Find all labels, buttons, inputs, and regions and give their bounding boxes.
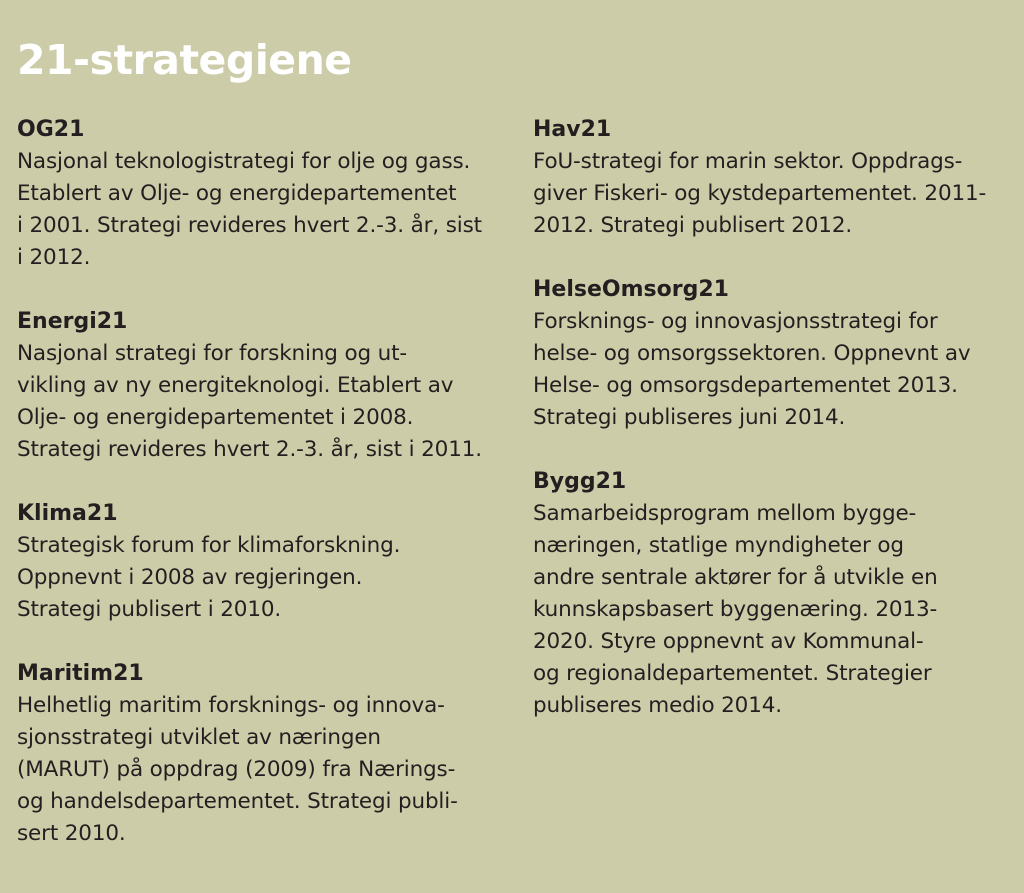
entry-helseomsorg21 (533, 274, 1013, 434)
text-line: publiseres medio 2014. (533, 693, 782, 718)
entry-description (17, 146, 507, 274)
page-title: 21-strategiene (17, 36, 352, 84)
text-line: sjonsstrategi utviklet av næringen (17, 725, 381, 750)
text-line: Strategi publiseres juni 2014. (533, 405, 846, 430)
text-line: (MARUT) på oppdrag (2009) fra Nærings- (17, 757, 456, 782)
entry-name: HelseOmsorg21 (533, 277, 729, 302)
entry-description (533, 498, 1013, 722)
entry-bygg21 (533, 466, 1013, 722)
text-line: 2020. Styre oppnevnt av Kommunal- (533, 629, 924, 654)
text-line: 2012. Strategi publisert 2012. (533, 213, 853, 238)
text-line: og regionaldepartementet. Strategier (533, 661, 932, 686)
entry-energi21 (17, 306, 507, 466)
entry-name: Klima21 (17, 501, 118, 526)
right-column (533, 114, 1013, 722)
text-line: vikling av ny energiteknologi. Etablert av (17, 373, 454, 398)
entry-klima21 (17, 498, 507, 626)
text-line: Oppnevnt i 2008 av regjeringen. (17, 565, 363, 590)
entry-og21 (17, 114, 507, 274)
entry-description (17, 530, 507, 626)
entry-description (533, 306, 1013, 434)
text-line: næringen, statlige myndigheter og (533, 533, 904, 558)
text-line: andre sentrale aktører for å utvikle en (533, 565, 938, 590)
text-line: sert 2010. (17, 821, 126, 846)
text-line: Etablert av Olje- og energidepartementet (17, 181, 457, 206)
left-column (17, 114, 507, 850)
entry-description (17, 690, 507, 850)
text-line: Samarbeidsprogram mellom bygge- (533, 501, 917, 526)
text-line: FoU-strategi for marin sektor. Oppdrags- (533, 149, 963, 174)
text-line: Olje- og energidepartementet i 2008. (17, 405, 414, 430)
entry-hav21 (533, 114, 1013, 242)
text-line: Helse- og omsorgsdepartementet 2013. (533, 373, 958, 398)
text-line: giver Fiskeri- og kystdepartementet. 2011- (533, 181, 987, 206)
entry-name: Maritim21 (17, 661, 144, 686)
text-line: helse- og omsorgssektoren. Oppnevnt av (533, 341, 971, 366)
text-line: Nasjonal teknologistrategi for olje og gass. (17, 149, 471, 174)
entry-name: OG21 (17, 117, 85, 142)
text-line: Strategisk forum for klimaforskning. (17, 533, 401, 558)
entry-description (533, 146, 1013, 242)
entry-name: Bygg21 (533, 469, 627, 494)
text-line: Nasjonal strategi for forskning og ut- (17, 341, 408, 366)
entry-name: Energi21 (17, 309, 128, 334)
text-line: Helhetlig maritim forsknings- og innova- (17, 693, 445, 718)
text-line: i 2001. Strategi revideres hvert 2.-3. år, sist (17, 213, 482, 238)
text-line: kunnskapsbasert byggenæring. 2013- (533, 597, 938, 622)
text-line: Forsknings- og innovasjonsstrategi for (533, 309, 938, 334)
entry-maritim21 (17, 658, 507, 850)
text-line: Strategi revideres hvert 2.-3. år, sist i 2011. (17, 437, 482, 462)
text-line: Strategi publisert i 2010. (17, 597, 282, 622)
entry-name: Hav21 (533, 117, 612, 142)
text-line: i 2012. (17, 245, 91, 270)
entry-description (17, 338, 507, 466)
text-line: og handelsdepartementet. Strategi publi- (17, 789, 458, 814)
